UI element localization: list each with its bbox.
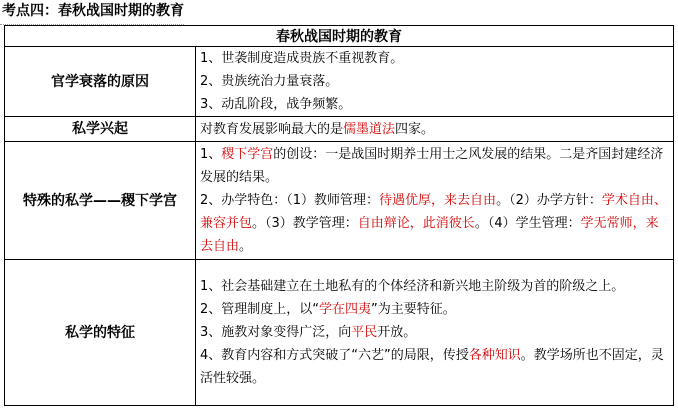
- highlighted-text: 学术自由、兼容并包: [200, 193, 667, 231]
- table-title: 春秋战国时期的教育: [5, 26, 674, 47]
- content-line: [200, 143, 669, 189]
- row-content: [196, 117, 674, 142]
- highlighted-text: 学无常师，来去自由: [200, 216, 659, 254]
- content-line: [200, 118, 669, 141]
- content-text: 。: [239, 239, 253, 254]
- highlighted-text: 平民: [351, 325, 378, 340]
- content-line: [200, 321, 669, 344]
- highlighted-text: 儒墨道法: [343, 121, 396, 137]
- table-row: [5, 142, 674, 260]
- content-line: [200, 189, 669, 258]
- content-line: [200, 47, 669, 70]
- section-heading: 考点四：春秋战国时期的教育: [0, 0, 184, 22]
- content-text: 的创设：一是战国时期养士用士之风发展的结果。二是齐国封建经济发展的结果。: [200, 147, 664, 185]
- content-text: 对教育发展影响最大的是: [200, 121, 344, 137]
- content-text: 2、管理制度上，以“: [200, 302, 320, 317]
- table-row: [5, 47, 674, 117]
- row-content: [196, 47, 674, 117]
- highlighted-text: 稷下学宫: [221, 147, 274, 162]
- content-line: [200, 344, 669, 390]
- row-label: 私学兴起: [5, 117, 196, 142]
- content-text: 3、施教对象变得广泛，向: [200, 325, 352, 340]
- row-label: 私学的特征: [5, 260, 196, 406]
- content-text: 四家。: [395, 121, 435, 137]
- content-text: 4、教育内容和方式突破了“六艺”的局限，传授: [200, 348, 469, 363]
- content-text: 2、贵族统治力量衰落。: [200, 74, 339, 89]
- content-text: 。（4）学生管理：: [474, 216, 581, 231]
- content-text: ”为主要特征。: [371, 302, 456, 317]
- highlighted-text: 待遇优厚，来去自由: [379, 193, 497, 208]
- highlighted-text: 学在四夷: [319, 302, 372, 317]
- row-content: [196, 142, 674, 260]
- highlighted-text: 各种知识: [468, 348, 521, 363]
- content-line: [200, 298, 669, 321]
- education-table: [4, 25, 674, 406]
- content-line: [200, 70, 669, 93]
- content-line: [200, 275, 669, 298]
- content-text: 1、世袭制度造成贵族不重视教育。: [200, 51, 404, 66]
- table-row: [5, 260, 674, 406]
- content-text: 1、社会基础建立在土地私有的个体经济和新兴地主阶级为首的阶级之上。: [200, 279, 625, 294]
- content-text: 。（3）教学管理：: [252, 216, 358, 231]
- content-text: 3、动乱阶段，战争频繁。: [200, 97, 352, 112]
- content-text: 1、: [200, 147, 222, 162]
- content-text: 开放。: [377, 325, 417, 340]
- row-label: 官学衰落的原因: [5, 47, 196, 117]
- content-text: 。（2）办学方针：: [496, 193, 602, 208]
- content-text: 2、办学特色：（1）教师管理：: [200, 193, 380, 208]
- table-row: [5, 117, 674, 142]
- content-text: 。教学场所也不固定，灵活性较强。: [200, 348, 664, 386]
- highlighted-text: 自由辩论，此消彼长: [357, 216, 475, 231]
- content-line: [200, 93, 669, 116]
- table-title-row: [5, 26, 674, 47]
- row-label: 特殊的私学——稷下学宫: [5, 142, 196, 260]
- row-content: [196, 260, 674, 406]
